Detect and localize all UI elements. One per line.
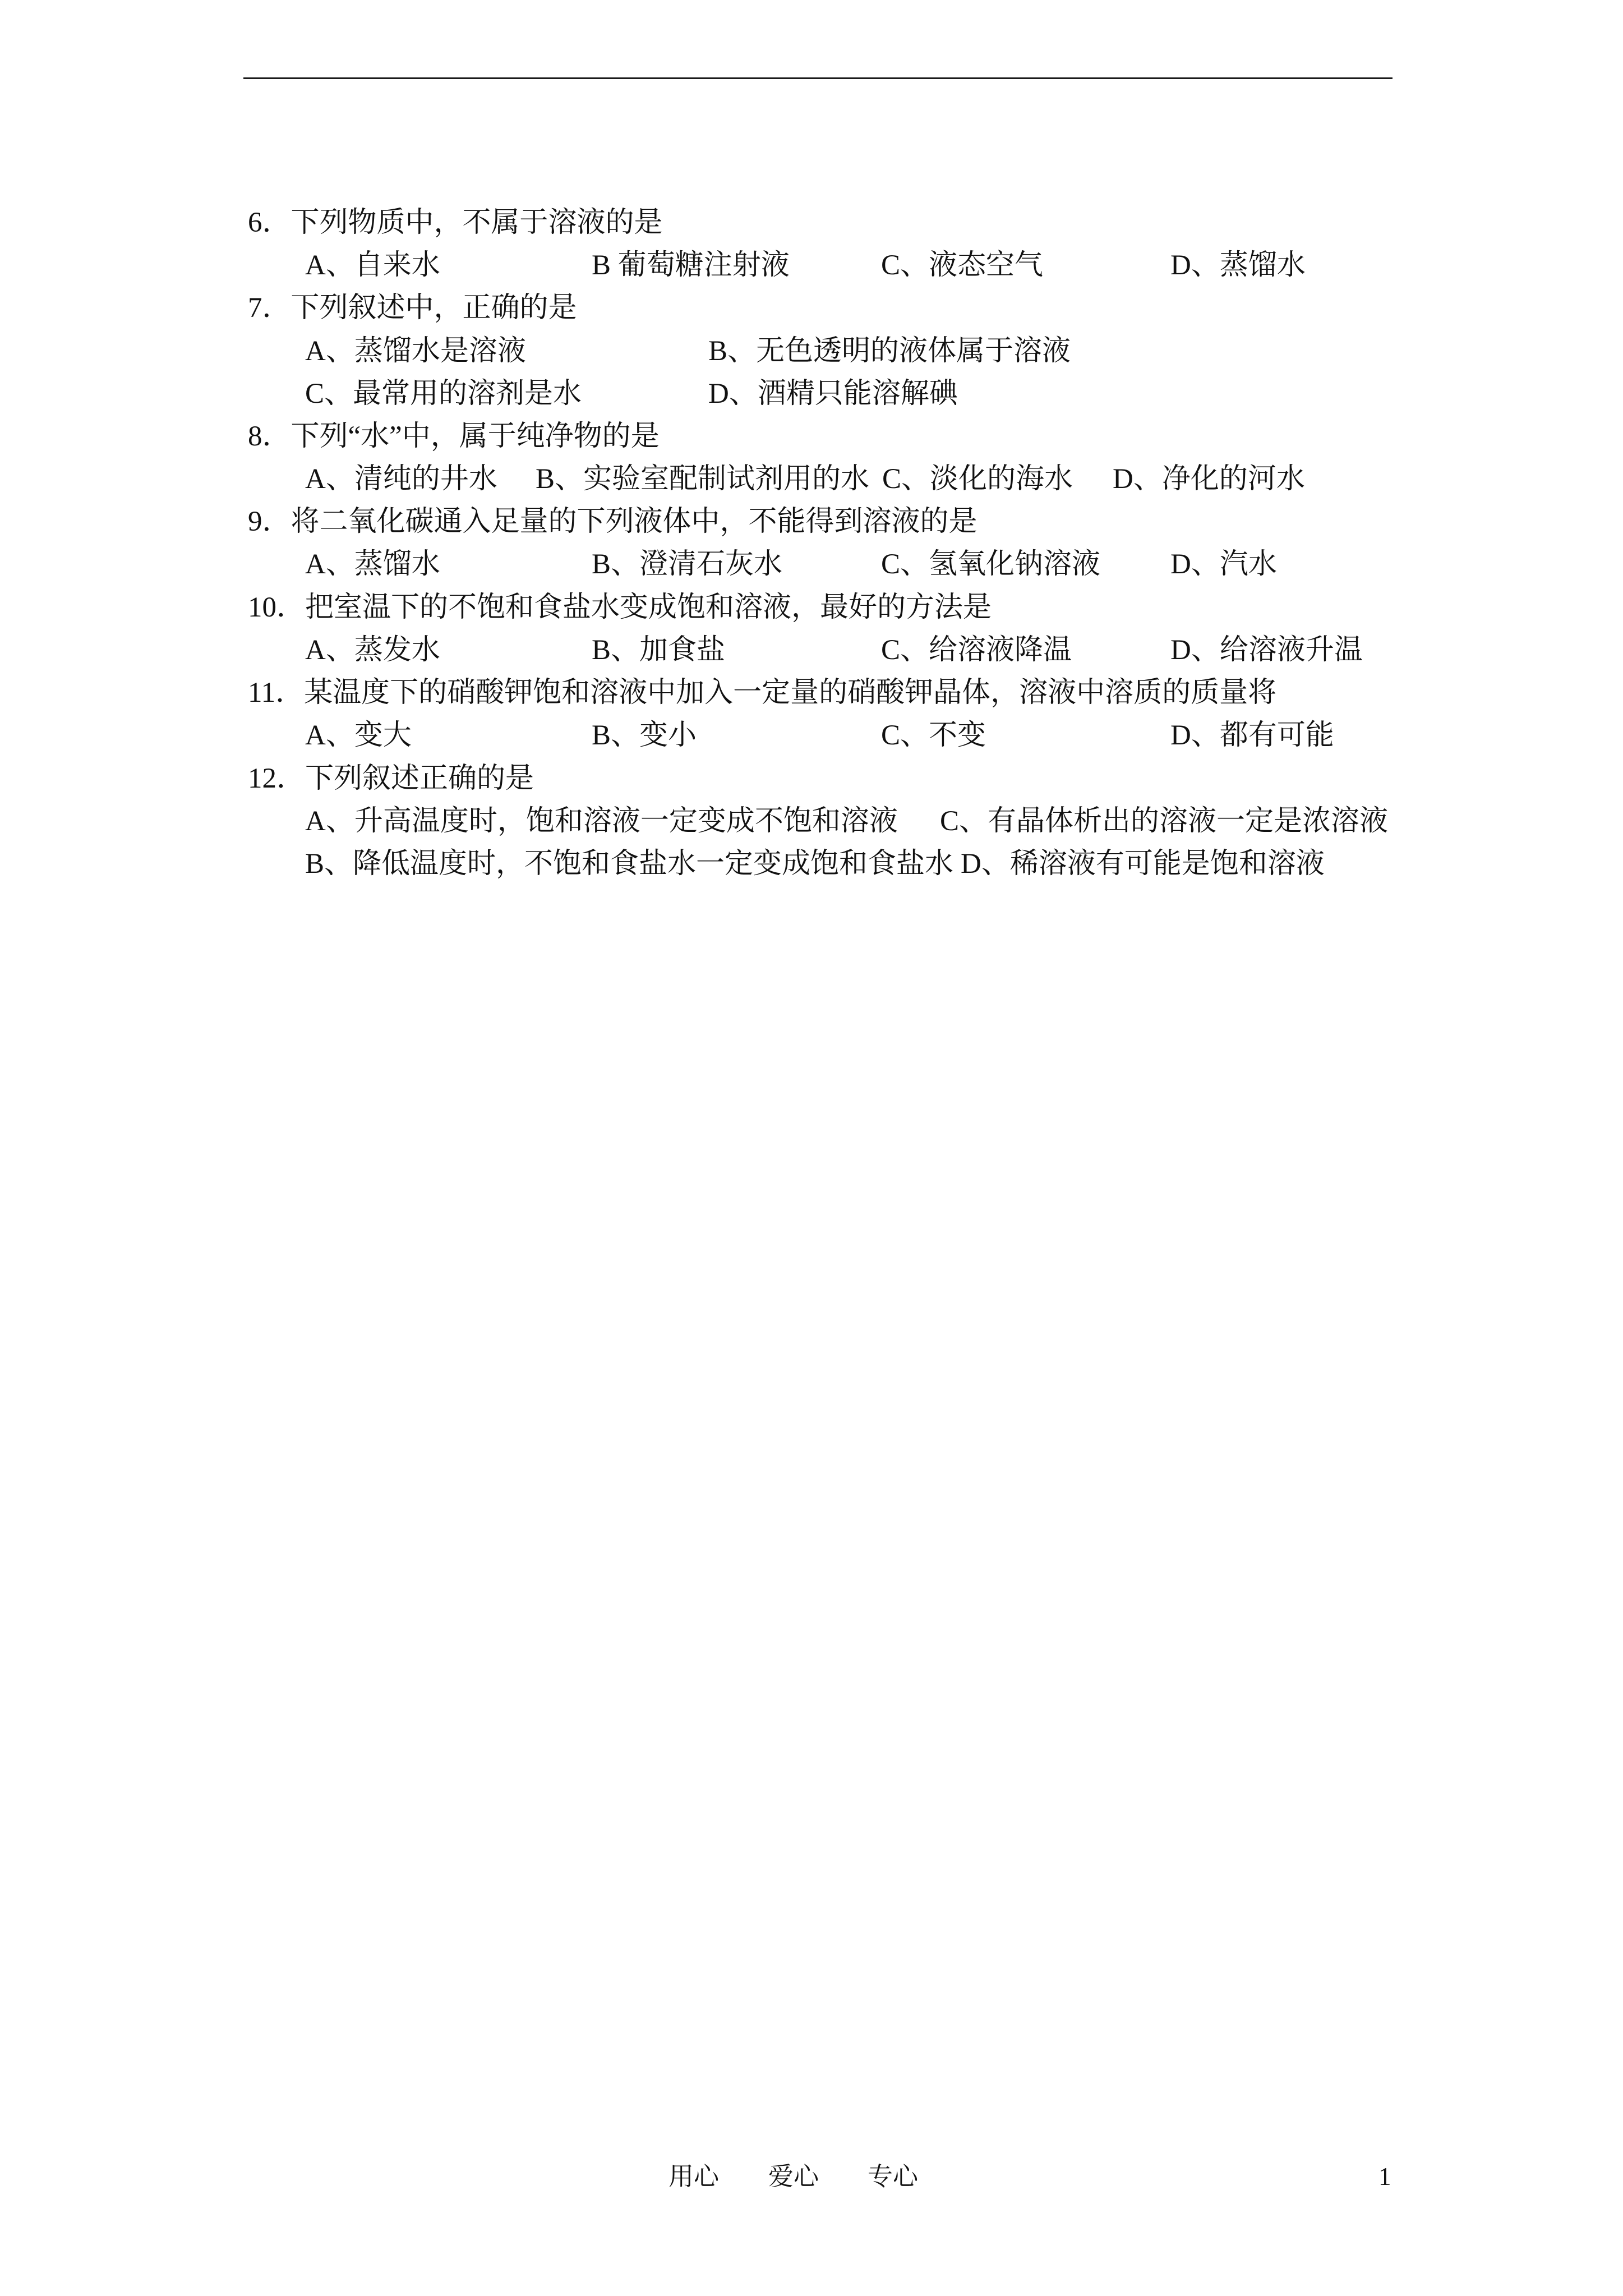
option-d: D、蒸馏水 <box>1170 250 1306 281</box>
option-a: A、自来水 <box>305 250 440 281</box>
option-a: A、清纯的井水 <box>305 463 497 495</box>
option-c: C、有晶体析出的溶液一定是浓溶液 <box>940 806 1389 837</box>
footer-motto: 爱心 <box>768 2162 819 2191</box>
question-text: 下列“水”中，属于纯净物的是 <box>291 421 660 452</box>
option-d: D、稀溶液有可能是饱和溶液 <box>961 848 1325 880</box>
option-c: C、淡化的海水 <box>882 463 1073 495</box>
option-a: A、蒸馏水 <box>305 549 440 580</box>
option-c: C、氢氧化钠溶液 <box>881 549 1101 580</box>
question-number: 8． <box>248 421 291 452</box>
question-number: 7． <box>248 292 291 324</box>
option-c: C、液态空气 <box>881 250 1044 281</box>
question-text: 将二氧化碳通入足量的下列液体中，不能得到溶液的是 <box>291 506 978 537</box>
option-b: B、降低温度时，不饱和食盐水一定变成饱和食盐水 <box>305 848 954 880</box>
option-d: D、给溶液升温 <box>1170 634 1363 666</box>
option-d: D、都有可能 <box>1170 720 1334 751</box>
option-d: D、酒精只能溶解碘 <box>708 378 958 409</box>
option-a: A、蒸发水 <box>305 634 440 666</box>
question-6-options <box>0 244 1623 287</box>
question-text: 下列叙述中，正确的是 <box>291 292 577 324</box>
question-9-options <box>0 543 1623 586</box>
question-12-stem <box>0 757 1623 800</box>
footer-motto: 用心 <box>668 2162 720 2191</box>
question-7-options-row-2 <box>0 372 1623 415</box>
question-7-stem <box>0 287 1623 329</box>
option-b: B、无色透明的液体属于溶液 <box>708 335 1071 367</box>
page-footer <box>0 2155 1623 2198</box>
footer-motto: 专心 <box>868 2162 919 2191</box>
option-c: C、不变 <box>881 720 986 751</box>
option-a: A、蒸馏水是溶液 <box>305 335 526 367</box>
option-a: A、升高温度时，饱和溶液一定变成不饱和溶液 <box>305 806 898 837</box>
page-number: 1 <box>1378 2162 1391 2191</box>
question-12-options-row-2 <box>0 843 1623 885</box>
option-b: B 葡萄糖注射液 <box>592 250 790 281</box>
option-b: B、变小 <box>592 720 697 751</box>
question-text: 下列叙述正确的是 <box>305 763 534 794</box>
question-number: 10． <box>248 592 306 623</box>
option-b: B、实验室配制试剂用的水 <box>536 463 870 495</box>
question-7-options-row-1 <box>0 330 1623 372</box>
option-b: B、加食盐 <box>592 634 726 666</box>
question-11-options <box>0 714 1623 757</box>
option-a: A、变大 <box>305 720 412 751</box>
question-9-stem <box>0 500 1623 543</box>
question-text: 某温度下的硝酸钾饱和溶液中加入一定量的硝酸钾晶体，溶液中溶质的质量将 <box>304 677 1277 708</box>
question-8-stem <box>0 415 1623 458</box>
option-d: D、净化的河水 <box>1113 463 1305 495</box>
question-number: 11． <box>248 677 305 708</box>
option-c: C、最常用的溶剂是水 <box>305 378 582 409</box>
option-c: C、给溶液降温 <box>881 634 1072 666</box>
question-6-stem <box>0 201 1623 244</box>
question-number: 6． <box>248 207 291 238</box>
question-number: 9． <box>248 506 291 537</box>
question-12-options-row-1 <box>0 800 1623 843</box>
question-number: 12． <box>248 763 306 794</box>
option-b: B、澄清石灰水 <box>592 549 783 580</box>
question-text: 下列物质中，不属于溶液的是 <box>291 207 663 238</box>
question-text: 把室温下的不饱和食盐水变成饱和溶液，最好的方法是 <box>305 592 992 623</box>
option-d: D、汽水 <box>1170 549 1277 580</box>
question-10-options <box>0 629 1623 671</box>
question-11-stem <box>0 671 1623 714</box>
question-8-options <box>0 458 1623 500</box>
header-rule <box>243 77 1393 79</box>
question-10-stem <box>0 586 1623 629</box>
